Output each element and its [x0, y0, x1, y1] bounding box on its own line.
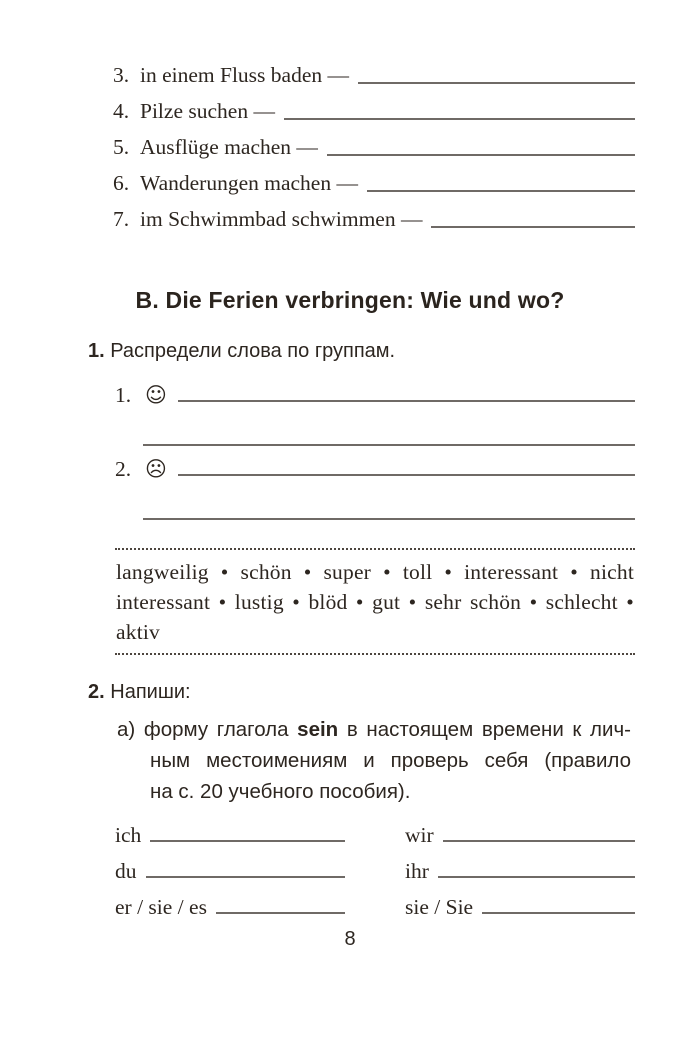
- pronoun-label: du: [115, 859, 137, 883]
- word-bank-line: langweilig • schön • super • toll • interessant • nicht: [116, 560, 634, 584]
- fill-in-blank: [438, 876, 635, 878]
- pronoun-column-right: [405, 812, 635, 920]
- group-row-positive: [115, 372, 635, 408]
- exercise-item: [113, 54, 635, 90]
- item-number: 7.: [113, 207, 130, 231]
- subtask-a-text: форму глагола: [143, 718, 298, 741]
- verb-sein-bold: sein: [297, 718, 339, 741]
- item-number: 3.: [113, 63, 130, 87]
- pronoun-label: sie / Sie: [405, 895, 474, 919]
- fill-in-blank: [143, 482, 635, 520]
- pronoun-row: [115, 884, 345, 920]
- pronoun-row: [405, 848, 635, 884]
- fill-in-blank: [143, 408, 635, 446]
- item-number: 5.: [113, 135, 130, 159]
- item-text: Wanderungen machen —: [140, 171, 358, 195]
- fill-in-blank: [178, 474, 635, 476]
- word-bank-line: aktiv: [116, 620, 160, 644]
- pronoun-label: er / sie / es: [115, 895, 207, 919]
- exercise-item: [113, 90, 635, 126]
- group-number: 1.: [115, 383, 132, 407]
- item-text: Pilze suchen —: [140, 99, 275, 123]
- smiling-face-icon: ☺: [145, 383, 167, 407]
- pronoun-row: [405, 812, 635, 848]
- word-bank: [115, 548, 635, 655]
- pronoun-grid: [115, 812, 635, 920]
- pronoun-row: [115, 848, 345, 884]
- subtask-a-line1: [117, 714, 631, 745]
- task1-header: [88, 339, 635, 363]
- pronoun-label: ich: [115, 823, 142, 847]
- pronoun-column-left: [115, 812, 345, 920]
- section-heading: B. Die Ferien verbringen: Wie und wo?: [135, 287, 565, 313]
- task1-number: 1.: [88, 340, 105, 362]
- task2-instruction: Напиши:: [110, 681, 191, 703]
- fill-in-blank: [146, 876, 346, 878]
- item-text: Ausflüge machen —: [140, 135, 318, 159]
- fill-in-blank: [358, 82, 635, 84]
- item-text: im Schwimmbad schwimmen —: [140, 207, 423, 231]
- page-number: 8: [344, 928, 356, 950]
- pronoun-label: wir: [405, 823, 434, 847]
- subtask-a-line3: на с. 20 учебного пособия).: [150, 780, 411, 803]
- group-blanks: [115, 372, 635, 520]
- frowning-face-icon: ☹: [145, 457, 167, 481]
- fill-in-blank: [150, 840, 345, 842]
- task2-header: [88, 680, 635, 704]
- subtask-a: [117, 714, 631, 807]
- fill-in-blank: [178, 400, 635, 402]
- pronoun-row: [115, 812, 345, 848]
- exercise-item: [113, 198, 635, 234]
- fill-in-blank: [443, 840, 635, 842]
- group-number: 2.: [115, 457, 132, 481]
- exercise-list: [113, 54, 635, 234]
- fill-in-blank: [216, 912, 345, 914]
- subtask-a-text: в настоящем времени к лич-: [346, 718, 631, 741]
- group-row-negative: [115, 446, 635, 482]
- item-number: 4.: [113, 99, 130, 123]
- pronoun-label: ihr: [405, 859, 429, 883]
- subtask-a-marker: а): [117, 718, 136, 741]
- fill-in-blank: [367, 190, 635, 192]
- item-text: in einem Fluss baden —: [140, 63, 350, 87]
- subtask-a-line2: ным местоимениям и проверь себя (правило: [150, 749, 631, 772]
- task1-instruction: Распредели слова по группам.: [110, 340, 396, 362]
- fill-in-blank: [327, 154, 635, 156]
- fill-in-blank: [482, 912, 635, 914]
- pronoun-row: [405, 884, 635, 920]
- task2-number: 2.: [88, 681, 105, 703]
- exercise-item: [113, 126, 635, 162]
- fill-in-blank: [431, 226, 635, 228]
- exercise-item: [113, 162, 635, 198]
- fill-in-blank: [284, 118, 635, 120]
- item-number: 6.: [113, 171, 130, 195]
- workbook-page: [0, 54, 700, 1054]
- word-bank-line: interessant • lustig • blöd • gut • sehr schön • schlecht •: [116, 590, 634, 614]
